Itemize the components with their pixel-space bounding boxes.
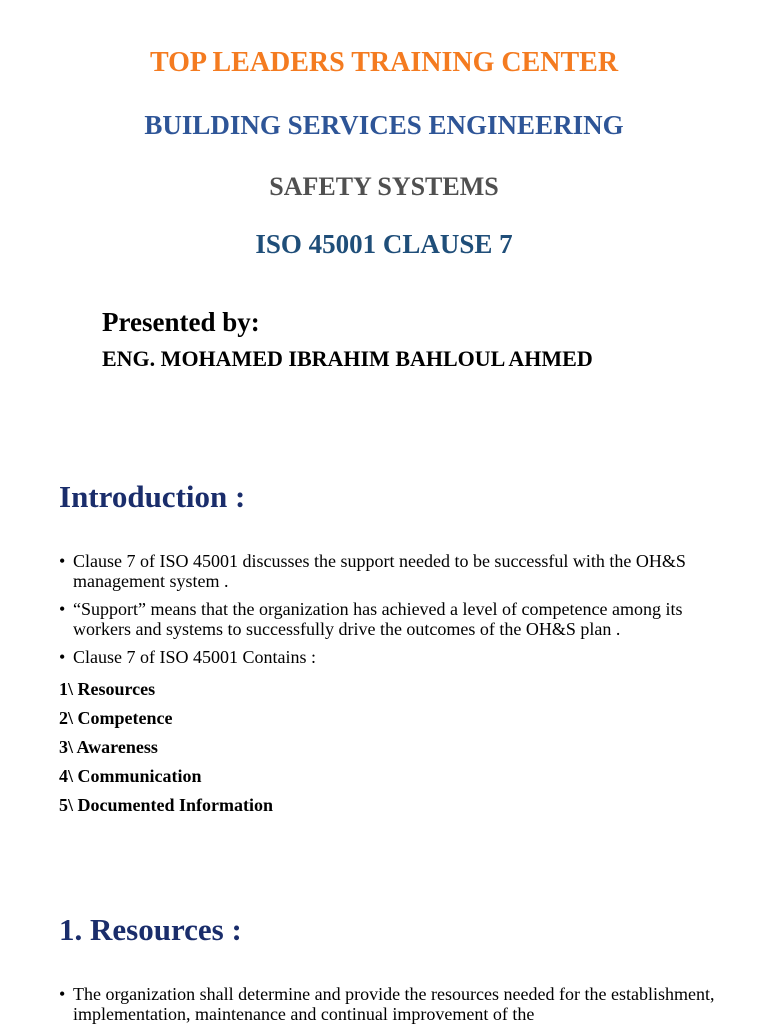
list-item xyxy=(59,599,719,639)
clause-contents-list xyxy=(59,678,273,823)
list-item xyxy=(59,647,719,667)
course-title: BUILDING SERVICES ENGINEERING xyxy=(144,110,624,140)
list-item: 5\ Documented Information xyxy=(59,795,273,815)
introduction-bullet-list xyxy=(59,551,719,675)
bullet-text: Clause 7 of ISO 45001 Contains : xyxy=(73,647,316,667)
bullet-icon: • xyxy=(59,647,66,667)
clause-title: ISO 45001 CLAUSE 7 xyxy=(255,229,513,259)
introduction-heading: Introduction : xyxy=(59,479,246,514)
presenter-name: ENG. MOHAMED IBRAHIM BAHLOUL AHMED xyxy=(102,346,593,371)
list-item: 3\ Awareness xyxy=(59,737,158,757)
resources-heading: 1. Resources : xyxy=(59,912,242,947)
bullet-text: The organization shall determine and provide the resources needed for the establishment, implementation, maintenance and continual improvement of the xyxy=(73,984,715,1024)
bullet-text: Clause 7 of ISO 45001 discusses the support needed to be successful with the OH&S management system . xyxy=(73,551,686,591)
list-item: 1\ Resources xyxy=(59,679,156,699)
list-item xyxy=(59,551,719,591)
bullet-icon: • xyxy=(59,599,66,619)
list-item: 4\ Communication xyxy=(59,766,202,786)
org-title: TOP LEADERS TRAINING CENTER xyxy=(149,47,619,78)
list-item xyxy=(59,984,719,1024)
bullet-icon: • xyxy=(59,984,66,1004)
resources-bullet-list xyxy=(59,984,719,1032)
topic-title: SAFETY SYSTEMS xyxy=(269,172,499,201)
bullet-icon: • xyxy=(59,551,66,571)
presented-by-label: Presented by: xyxy=(102,307,260,337)
bullet-text: “Support” means that the organization has achieved a level of competence among its workers and systems to successfully drive the outcomes of the OH&S plan . xyxy=(73,599,683,639)
list-item: 2\ Competence xyxy=(59,708,173,728)
